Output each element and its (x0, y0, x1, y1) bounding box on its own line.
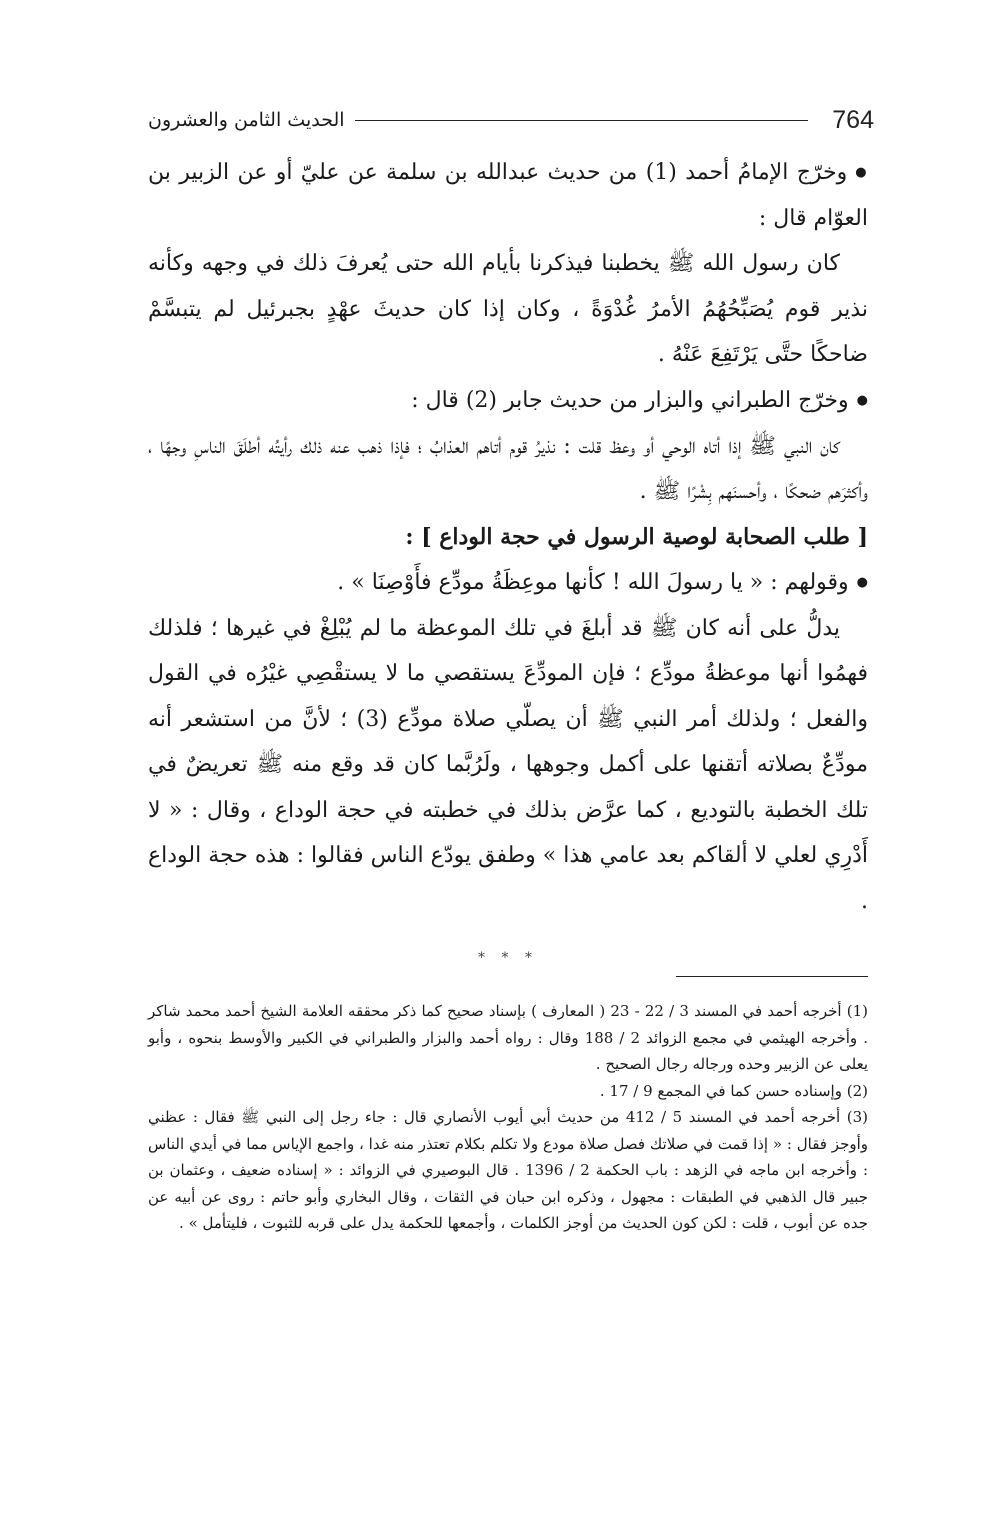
footnote-2: (2) وإسناده حسن كما في المجمع 9 / 17 . (599, 1081, 868, 1100)
chapter-title: الحديث الثامن والعشرون (148, 109, 345, 131)
paragraph-3: ● وخرّج الطبراني والبزار من حديث جابر (2) قال : (148, 378, 868, 424)
paragraph-1: ● وخرّج الإمامُ أحمد (1) من حديث عبدالله بن سلمة عن عليّ أو عن الزبير بن العوّام قال : (148, 150, 868, 241)
paragraph-6: يدلُّ على أنه كان ﷺ قد أبلغَ في تلك الموعظة ما لم يُبْلِغْ في غيرها ؛ فلذلك فهمُوا أنها موعظةُ مودِّع ؛ فإن المودِّعَ يستقصي ما لا يستقْصِي غيْرُه في القول والفعل ؛ ولذلك أمر النبي ﷺ أن يصلّي صلاة مودِّع (3) ؛ لأنَّ من استشعر أنه مودِّعٌ بصلاته أتقنها على أكمل وجوهها ، ولَرُبَّما كان قد وقع منه ﷺ تعريضٌ في تلك الخطبة بالتوديع ، كما عرَّض بذلك في خطبته في حجة الوداع ، وقال : « لا أَدْرِي لعلي لا ألقاكم بعد عامي هذا » وطفق يودّع الناس فقالوا : هذه حجة الوداع . (148, 615, 868, 914)
main-text (148, 150, 868, 982)
footnote-3: (3) أخرجه أحمد في المسند 5 / 412 من حديث أبي أيوب الأنصاري قال : جاء رجل إلى النبي ﷺ فقال : عظني وأوجز فقال : « إذا قمت في صلاتك فصل صلاة مودع ولا تكلم بكلام تعتذر منه غدا ، واجمع الإياس مما في أيدي الناس : وأخرجه ابن ماجه في الزهد : باب الحكمة 2 / 1396 . قال البوصيري في الزوائد : « إسناده ضعيف ، وعثمان بن جبير قال الذهبي في الطبقات : مجهول ، وذكره ابن حبان في الثقات ، وقال البخاري وأبو حاتم : روى عن أبيه عن جده عن أبوب ، قلت : لكن كون الحديث من أوجز الكلمات ، وأجمعها للحكمة يدل على قربه للثبوت ، فليتأمل » . (148, 1108, 869, 1232)
page-number: 764 (832, 105, 874, 134)
footnotes (148, 998, 868, 1237)
paragraph-5: ● وقولهم : « يا رسولَ الله ! كأنها موعِظَةُ مودِّع فأَوْصِنَا » . (148, 560, 868, 606)
section-separator: * * * (478, 950, 538, 967)
page-header (148, 100, 874, 140)
section-heading: [ طلب الصحابة لوصية الرسول في حجة الوداع ] : (405, 523, 868, 550)
footnote-1: (1) أخرجه أحمد في المسند 3 / 22 - 23 ( المعارف ) بإسناد صحيح كما ذكر محققه العلامة الشيخ أحمد محمد شاكر . وأخرجه الهيثمي في مجمع الزوائد 2 / 188 وقال : رواه أحمد والبزار والطبراني في الكبير والأوسط بنحوه ، وأبو يعلى عن الزبير وحده ورجاله رجال الصحيح . (148, 1002, 869, 1073)
footnote-rule (676, 976, 868, 977)
header-rule (355, 120, 809, 121)
paragraph-4: كان النبي ﷺ إذا أتاه الوحي أو وعظ قلت : نذيرُ قوم أتاهم العذابُ ؛ فإذا ذهب عنه ذلك رأيتُه أطلَقَ الناسِ وجهًا ، وأكثرَهم ضحكًا ، وأحسنَهم بِشْرًا ﷺ . (148, 433, 868, 504)
paragraph-2: كان رسول الله ﷺ يخطبنا فيذكرنا بأيام الله حتى يُعرفَ ذلك في وجهه وكأنه نذير قوم يُصَبِّحُهُمُ الأمرُ غُدْوَةً ، وكان إذا كان حديثَ عهْدٍ بجبرئيل لم يتبسَّمْ ضاحكًا حتَّى يَرْتَفِعَ عَنْهُ . (148, 251, 868, 368)
